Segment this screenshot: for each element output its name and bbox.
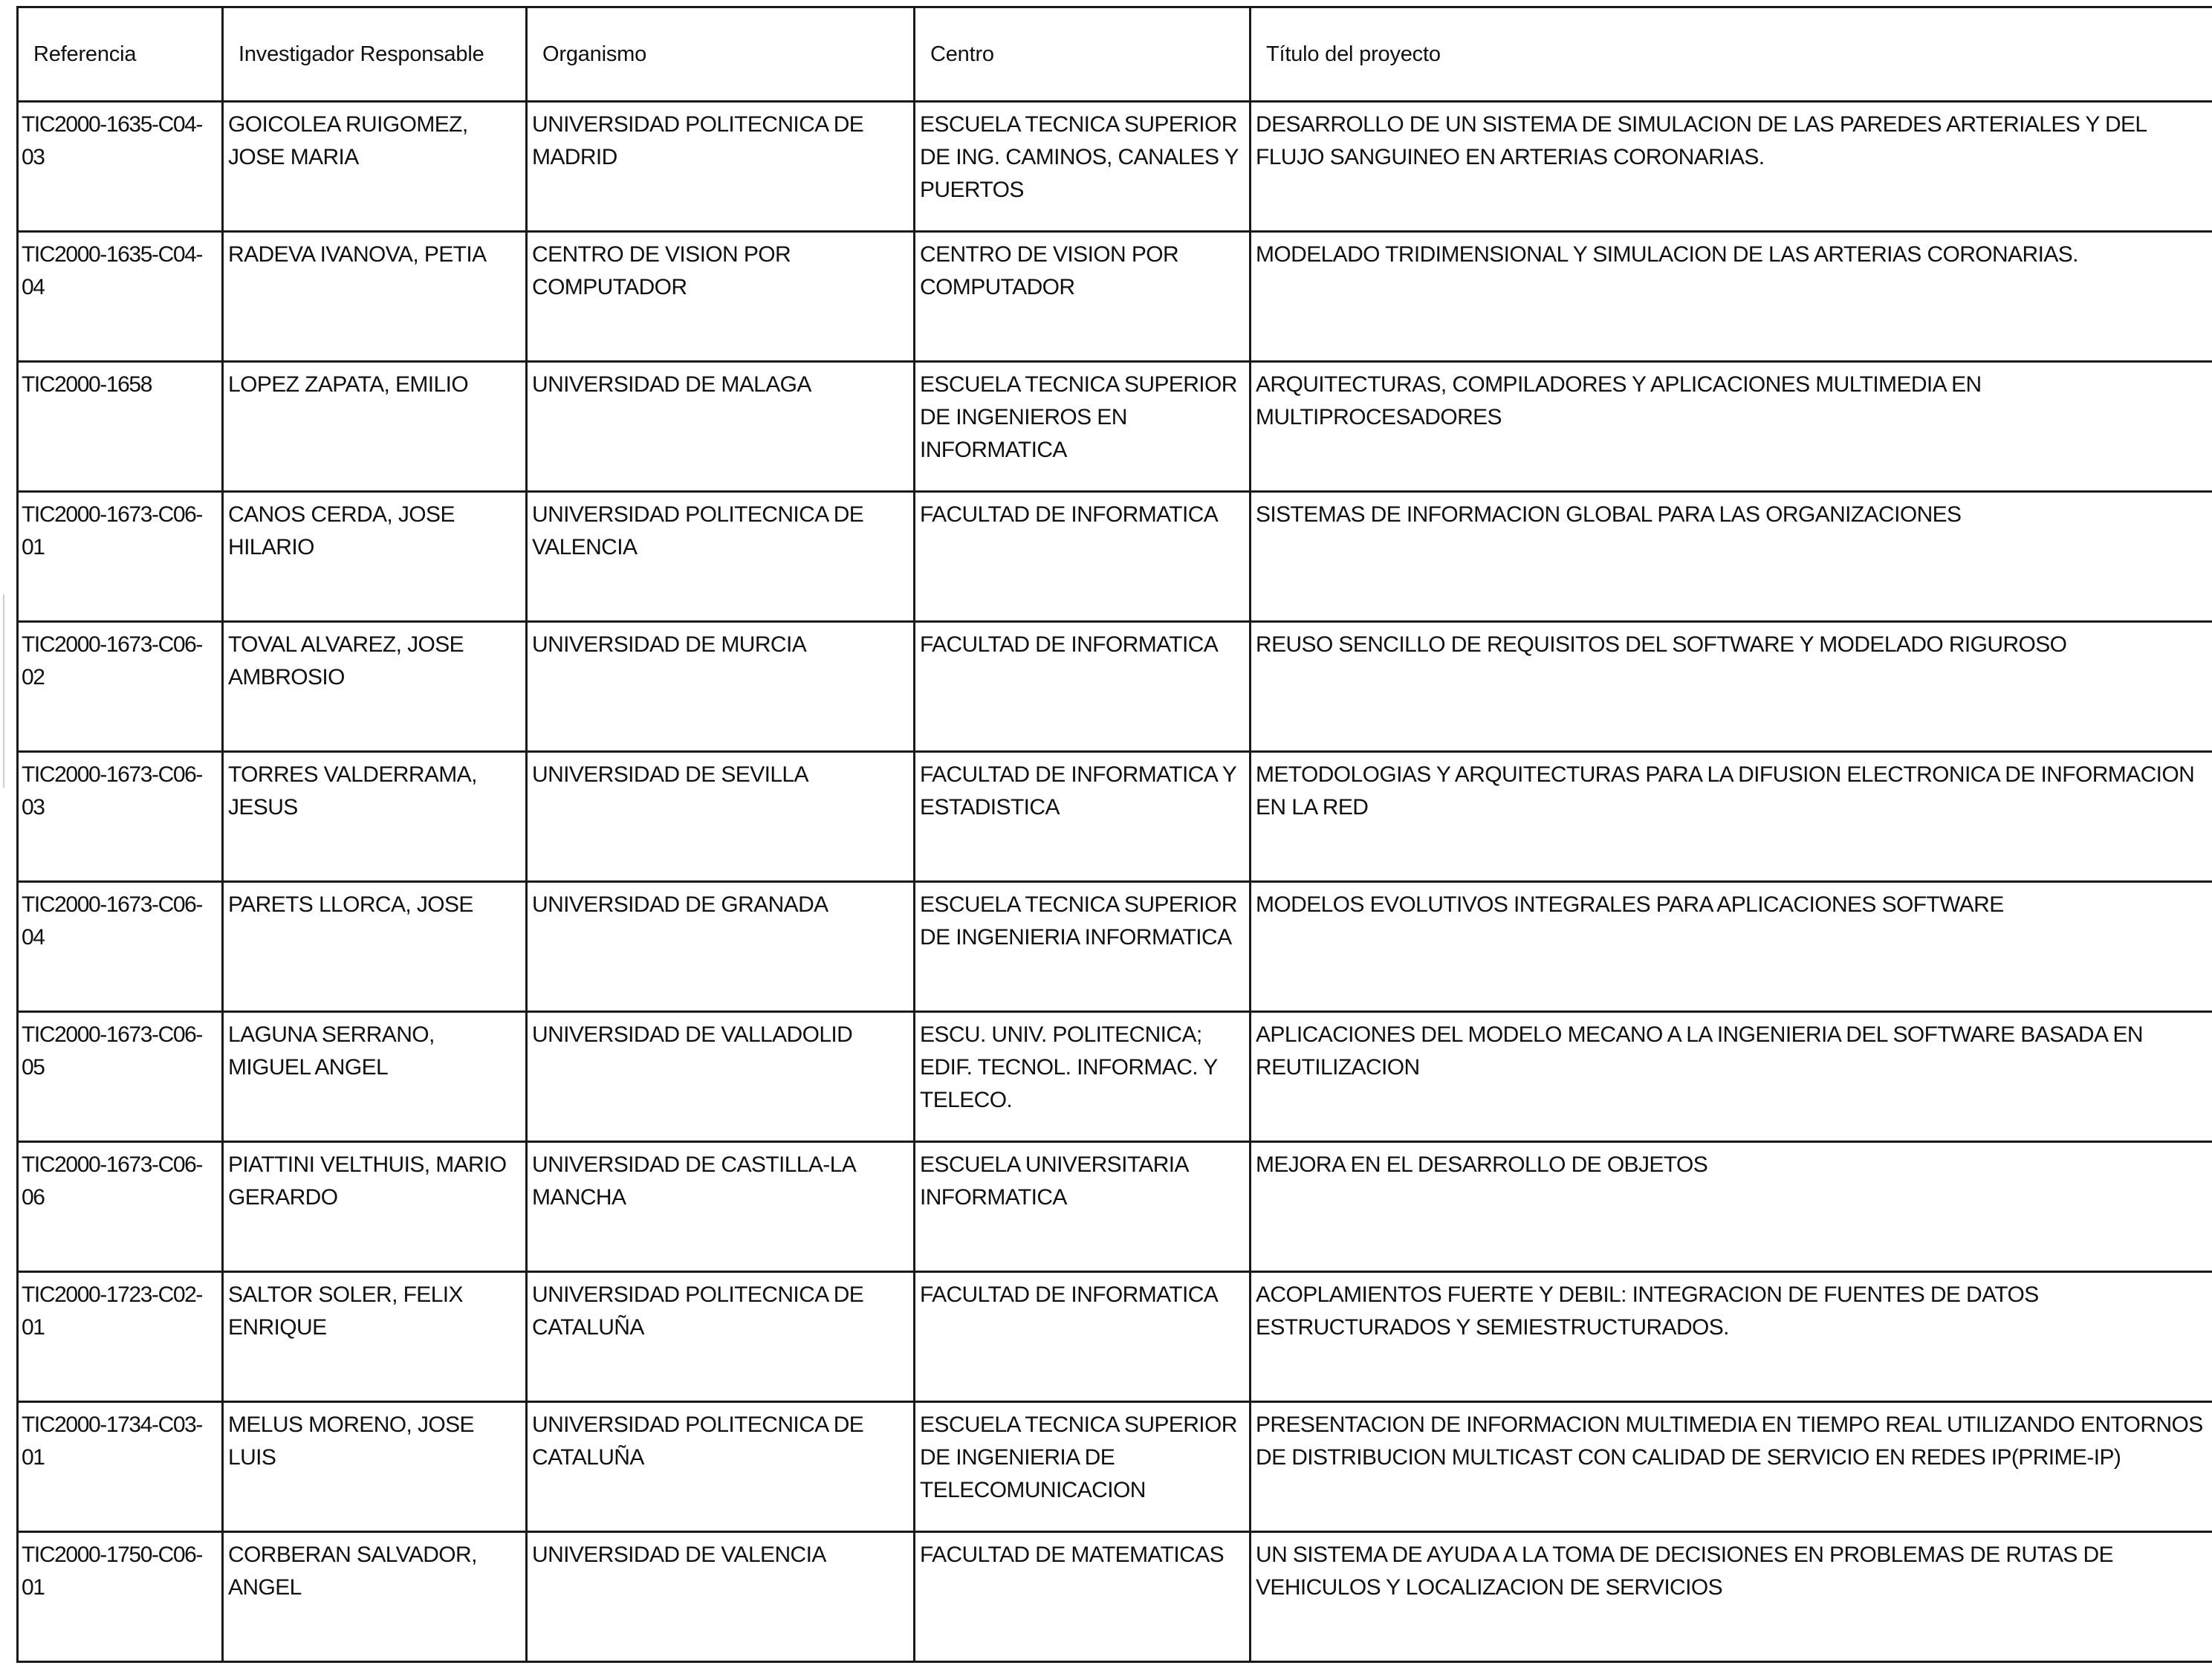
cell-titulo: ARQUITECTURAS, COMPILADORES Y APLICACIONES MULTIMEDIA EN MULTIPROCESADORES [1251, 362, 2212, 492]
cell-referencia: TIC2000-1673-C06-03 [18, 752, 223, 882]
cell-investigador: PARETS LLORCA, JOSE [223, 882, 527, 1012]
cell-titulo: UN SISTEMA DE AYUDA A LA TOMA DE DECISIONES EN PROBLEMAS DE RUTAS DE VEHICULOS Y LOCALIZACION DE SERVICIOS [1251, 1532, 2212, 1662]
cell-centro: FACULTAD DE INFORMATICA Y ESTADISTICA [915, 752, 1251, 882]
table-row [18, 882, 2212, 1012]
cell-organismo: UNIVERSIDAD DE MALAGA [527, 362, 915, 492]
cell-organismo: UNIVERSIDAD DE VALENCIA [527, 1532, 915, 1662]
table-row [18, 232, 2212, 362]
table-row [18, 752, 2212, 882]
header-titulo: Título del proyecto [1251, 7, 2212, 102]
cell-centro: ESCUELA TECNICA SUPERIOR DE INGENIEROS EN INFORMATICA [915, 362, 1251, 492]
cell-referencia: TIC2000-1635-C04-03 [18, 102, 223, 232]
table-row [18, 362, 2212, 492]
cell-centro: FACULTAD DE MATEMATICAS [915, 1532, 1251, 1662]
cell-organismo: CENTRO DE VISION POR COMPUTADOR [527, 232, 915, 362]
cell-investigador: TORRES VALDERRAMA, JESUS [223, 752, 527, 882]
cell-titulo: PRESENTACION DE INFORMACION MULTIMEDIA EN TIEMPO REAL UTILIZANDO ENTORNOS DE DISTRIBUCION MULTICAST CON CALIDAD DE SERVICIO EN REDES IP(PRIME-IP) [1251, 1402, 2212, 1532]
table-row [18, 1272, 2212, 1402]
cell-titulo: MODELADO TRIDIMENSIONAL Y SIMULACION DE LAS ARTERIAS CORONARIAS. [1251, 232, 2212, 362]
cell-centro: ESCUELA TECNICA SUPERIOR DE INGENIERIA DE TELECOMUNICACION [915, 1402, 1251, 1532]
cell-titulo: MODELOS EVOLUTIVOS INTEGRALES PARA APLICACIONES SOFTWARE [1251, 882, 2212, 1012]
cell-referencia: TIC2000-1673-C06-05 [18, 1012, 223, 1142]
cell-organismo: UNIVERSIDAD DE MURCIA [527, 622, 915, 752]
cell-investigador: GOICOLEA RUIGOMEZ, JOSE MARIA [223, 102, 527, 232]
cell-centro: ESCU. UNIV. POLITECNICA; EDIF. TECNOL. INFORMAC. Y TELECO. [915, 1012, 1251, 1142]
table-row [18, 1402, 2212, 1532]
cell-titulo: REUSO SENCILLO DE REQUISITOS DEL SOFTWARE Y MODELADO RIGUROSO [1251, 622, 2212, 752]
cell-organismo: UNIVERSIDAD POLITECNICA DE CATALUÑA [527, 1402, 915, 1532]
table-row [18, 1532, 2212, 1662]
table-row [18, 1012, 2212, 1142]
cell-referencia: TIC2000-1750-C06-01 [18, 1532, 223, 1662]
cell-referencia: TIC2000-1673-C06-04 [18, 882, 223, 1012]
header-referencia: Referencia [18, 7, 223, 102]
cell-organismo: UNIVERSIDAD DE VALLADOLID [527, 1012, 915, 1142]
cell-investigador: MELUS MORENO, JOSE LUIS [223, 1402, 527, 1532]
cell-organismo: UNIVERSIDAD DE CASTILLA-LA MANCHA [527, 1142, 915, 1272]
cell-organismo: UNIVERSIDAD POLITECNICA DE MADRID [527, 102, 915, 232]
cell-investigador: LAGUNA SERRANO, MIGUEL ANGEL [223, 1012, 527, 1142]
projects-table [16, 6, 2212, 1663]
cell-centro: FACULTAD DE INFORMATICA [915, 1272, 1251, 1402]
cell-titulo: MEJORA EN EL DESARROLLO DE OBJETOS [1251, 1142, 2212, 1272]
header-centro: Centro [915, 7, 1251, 102]
document-page [16, 6, 2212, 1655]
cell-organismo: UNIVERSIDAD POLITECNICA DE CATALUÑA [527, 1272, 915, 1402]
cell-centro: CENTRO DE VISION POR COMPUTADOR [915, 232, 1251, 362]
cell-investigador: RADEVA IVANOVA, PETIA [223, 232, 527, 362]
cell-referencia: TIC2000-1673-C06-02 [18, 622, 223, 752]
header-organismo: Organismo [527, 7, 915, 102]
cell-titulo: SISTEMAS DE INFORMACION GLOBAL PARA LAS ORGANIZACIONES [1251, 492, 2212, 622]
table-row [18, 492, 2212, 622]
cell-investigador: PIATTINI VELTHUIS, MARIO GERARDO [223, 1142, 527, 1272]
header-investigador: Investigador Responsable [223, 7, 527, 102]
cell-organismo: UNIVERSIDAD DE GRANADA [527, 882, 915, 1012]
cell-investigador: TOVAL ALVAREZ, JOSE AMBROSIO [223, 622, 527, 752]
cell-centro: FACULTAD DE INFORMATICA [915, 492, 1251, 622]
table-row [18, 622, 2212, 752]
cell-organismo: UNIVERSIDAD POLITECNICA DE VALENCIA [527, 492, 915, 622]
table-row [18, 1142, 2212, 1272]
scan-artifact [3, 594, 4, 788]
cell-titulo: DESARROLLO DE UN SISTEMA DE SIMULACION DE LAS PAREDES ARTERIALES Y DEL FLUJO SANGUINEO EN ARTERIAS CORONARIAS. [1251, 102, 2212, 232]
cell-organismo: UNIVERSIDAD DE SEVILLA [527, 752, 915, 882]
cell-referencia: TIC2000-1723-C02-01 [18, 1272, 223, 1402]
cell-referencia: TIC2000-1734-C03-01 [18, 1402, 223, 1532]
cell-titulo: ACOPLAMIENTOS FUERTE Y DEBIL: INTEGRACION DE FUENTES DE DATOS ESTRUCTURADOS Y SEMIESTRUCTURADOS. [1251, 1272, 2212, 1402]
cell-centro: FACULTAD DE INFORMATICA [915, 622, 1251, 752]
cell-investigador: CANOS CERDA, JOSE HILARIO [223, 492, 527, 622]
cell-centro: ESCUELA UNIVERSITARIA INFORMATICA [915, 1142, 1251, 1272]
table-header [18, 7, 2212, 102]
cell-referencia: TIC2000-1635-C04-04 [18, 232, 223, 362]
table-body [18, 102, 2212, 1662]
cell-investigador: CORBERAN SALVADOR, ANGEL [223, 1532, 527, 1662]
table-row [18, 102, 2212, 232]
cell-referencia: TIC2000-1658 [18, 362, 223, 492]
cell-titulo: APLICACIONES DEL MODELO MECANO A LA INGENIERIA DEL SOFTWARE BASADA EN REUTILIZACION [1251, 1012, 2212, 1142]
cell-centro: ESCUELA TECNICA SUPERIOR DE ING. CAMINOS, CANALES Y PUERTOS [915, 102, 1251, 232]
cell-referencia: TIC2000-1673-C06-06 [18, 1142, 223, 1272]
cell-investigador: SALTOR SOLER, FELIX ENRIQUE [223, 1272, 527, 1402]
cell-referencia: TIC2000-1673-C06-01 [18, 492, 223, 622]
cell-investigador: LOPEZ ZAPATA, EMILIO [223, 362, 527, 492]
cell-centro: ESCUELA TECNICA SUPERIOR DE INGENIERIA INFORMATICA [915, 882, 1251, 1012]
header-row [18, 7, 2212, 102]
cell-titulo: METODOLOGIAS Y ARQUITECTURAS PARA LA DIFUSION ELECTRONICA DE INFORMACION EN LA RED [1251, 752, 2212, 882]
